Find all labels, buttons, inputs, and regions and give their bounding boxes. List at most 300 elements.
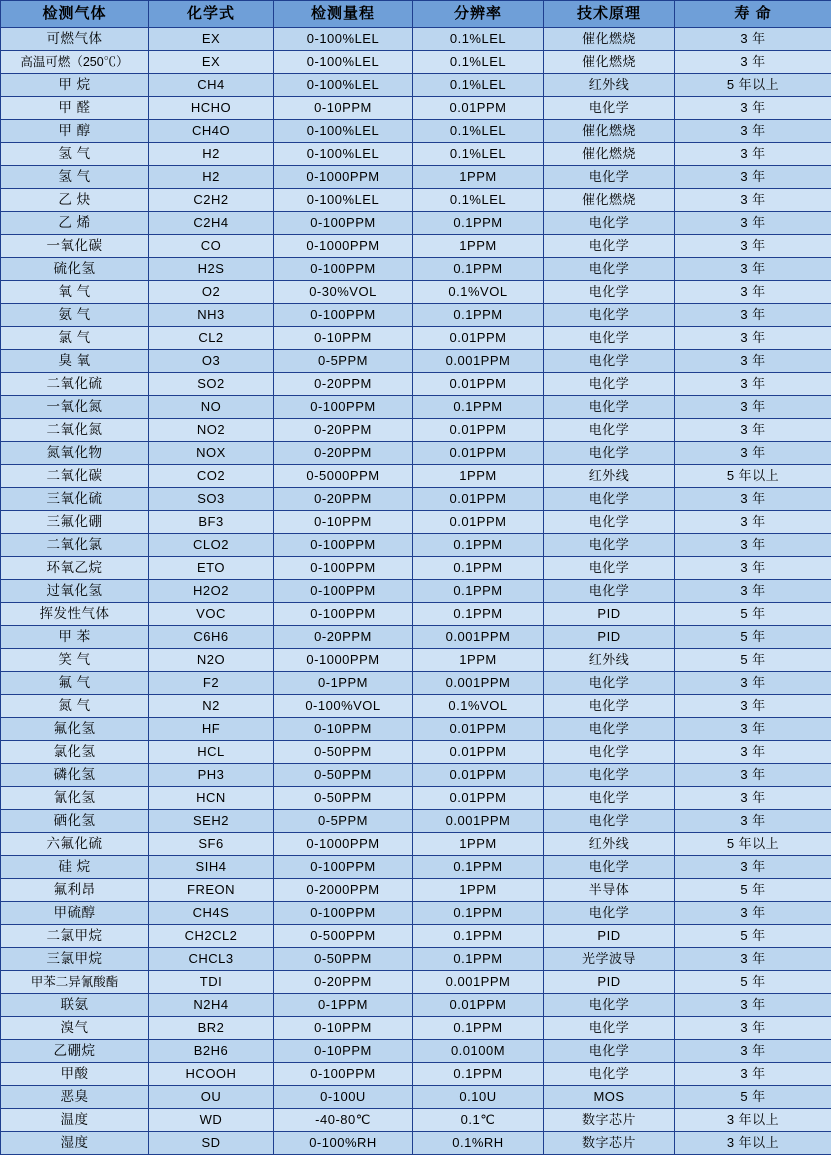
cell-lifetime: 3 年 xyxy=(675,810,831,833)
cell-range: 0-100PPM xyxy=(274,902,413,925)
cell-gas: 二氯甲烷 xyxy=(1,925,149,948)
cell-range: 0-500PPM xyxy=(274,925,413,948)
cell-formula: SO2 xyxy=(149,373,274,396)
cell-range: 0-20PPM xyxy=(274,971,413,994)
table-header-row xyxy=(1,1,831,28)
cell-range: 0-100PPM xyxy=(274,580,413,603)
cell-formula: SF6 xyxy=(149,833,274,856)
column-header-lifetime: 寿 命 xyxy=(675,1,831,28)
cell-gas: 二氧化硫 xyxy=(1,373,149,396)
cell-gas: 氢 气 xyxy=(1,143,149,166)
cell-resolution: 0.1PPM xyxy=(413,580,544,603)
table-row xyxy=(1,1017,831,1040)
cell-gas: 可燃气体 xyxy=(1,28,149,51)
cell-principle: 电化学 xyxy=(544,350,675,373)
cell-lifetime: 3 年 xyxy=(675,557,831,580)
cell-lifetime: 3 年 xyxy=(675,327,831,350)
cell-principle: 催化燃烧 xyxy=(544,51,675,74)
cell-formula: N2H4 xyxy=(149,994,274,1017)
cell-gas: 三氟化硼 xyxy=(1,511,149,534)
table-row xyxy=(1,902,831,925)
cell-gas: 硅 烷 xyxy=(1,856,149,879)
table-row xyxy=(1,1132,831,1155)
cell-principle: 电化学 xyxy=(544,488,675,511)
cell-gas: 甲 醇 xyxy=(1,120,149,143)
cell-range: 0-10PPM xyxy=(274,1040,413,1063)
cell-principle: 电化学 xyxy=(544,902,675,925)
cell-lifetime: 5 年 xyxy=(675,925,831,948)
cell-formula: EX xyxy=(149,28,274,51)
table-header xyxy=(1,1,831,28)
table-row xyxy=(1,741,831,764)
cell-principle: 催化燃烧 xyxy=(544,28,675,51)
table-row xyxy=(1,396,831,419)
cell-gas: 氮氧化物 xyxy=(1,442,149,465)
cell-formula: C6H6 xyxy=(149,626,274,649)
table-row xyxy=(1,442,831,465)
cell-range: 0-10PPM xyxy=(274,718,413,741)
cell-gas: 环氧乙烷 xyxy=(1,557,149,580)
cell-principle: 电化学 xyxy=(544,396,675,419)
table-row xyxy=(1,120,831,143)
cell-lifetime: 3 年 xyxy=(675,948,831,971)
cell-lifetime: 3 年 xyxy=(675,672,831,695)
cell-gas: 溴气 xyxy=(1,1017,149,1040)
cell-range: 0-100%LEL xyxy=(274,74,413,97)
cell-principle: 电化学 xyxy=(544,304,675,327)
table-row xyxy=(1,764,831,787)
cell-range: 0-100%LEL xyxy=(274,51,413,74)
cell-principle: 电化学 xyxy=(544,695,675,718)
cell-resolution: 0.1PPM xyxy=(413,534,544,557)
column-header-formula: 化学式 xyxy=(149,1,274,28)
cell-principle: 电化学 xyxy=(544,1040,675,1063)
table-row xyxy=(1,189,831,212)
cell-formula: NO xyxy=(149,396,274,419)
cell-gas: 硫化氢 xyxy=(1,258,149,281)
cell-formula: O3 xyxy=(149,350,274,373)
table-row xyxy=(1,1086,831,1109)
cell-resolution: 0.01PPM xyxy=(413,718,544,741)
cell-principle: MOS xyxy=(544,1086,675,1109)
table-row xyxy=(1,557,831,580)
cell-formula: HCN xyxy=(149,787,274,810)
cell-formula: CH4O xyxy=(149,120,274,143)
cell-gas: 硒化氢 xyxy=(1,810,149,833)
cell-lifetime: 3 年以上 xyxy=(675,1132,831,1155)
cell-formula: FREON xyxy=(149,879,274,902)
cell-formula: SO3 xyxy=(149,488,274,511)
cell-principle: 电化学 xyxy=(544,994,675,1017)
cell-range: 0-1000PPM xyxy=(274,649,413,672)
cell-principle: 电化学 xyxy=(544,419,675,442)
cell-lifetime: 3 年 xyxy=(675,212,831,235)
cell-lifetime: 3 年 xyxy=(675,350,831,373)
cell-resolution: 0.1PPM xyxy=(413,1017,544,1040)
cell-resolution: 0.01PPM xyxy=(413,764,544,787)
cell-range: 0-100PPM xyxy=(274,258,413,281)
cell-principle: 电化学 xyxy=(544,672,675,695)
cell-resolution: 1PPM xyxy=(413,879,544,902)
cell-resolution: 1PPM xyxy=(413,649,544,672)
cell-principle: 电化学 xyxy=(544,258,675,281)
cell-range: 0-30%VOL xyxy=(274,281,413,304)
cell-formula: CH2CL2 xyxy=(149,925,274,948)
cell-resolution: 0.1%LEL xyxy=(413,74,544,97)
cell-lifetime: 5 年以上 xyxy=(675,74,831,97)
table-row xyxy=(1,856,831,879)
cell-resolution: 0.1PPM xyxy=(413,258,544,281)
cell-resolution: 0.1%RH xyxy=(413,1132,544,1155)
cell-lifetime: 5 年 xyxy=(675,603,831,626)
column-header-gas: 检测气体 xyxy=(1,1,149,28)
cell-lifetime: 3 年 xyxy=(675,534,831,557)
cell-principle: 红外线 xyxy=(544,833,675,856)
cell-range: 0-100PPM xyxy=(274,396,413,419)
cell-lifetime: 3 年 xyxy=(675,189,831,212)
table-row xyxy=(1,534,831,557)
cell-range: 0-10PPM xyxy=(274,1017,413,1040)
cell-gas: 联氨 xyxy=(1,994,149,1017)
cell-lifetime: 5 年 xyxy=(675,879,831,902)
cell-range: 0-20PPM xyxy=(274,488,413,511)
cell-formula: H2 xyxy=(149,166,274,189)
cell-lifetime: 3 年 xyxy=(675,511,831,534)
cell-range: 0-100%LEL xyxy=(274,143,413,166)
cell-principle: 电化学 xyxy=(544,856,675,879)
cell-lifetime: 3 年 xyxy=(675,143,831,166)
cell-formula: CLO2 xyxy=(149,534,274,557)
cell-range: 0-100PPM xyxy=(274,856,413,879)
cell-gas: 氟 气 xyxy=(1,672,149,695)
cell-formula: HCHO xyxy=(149,97,274,120)
cell-formula: H2S xyxy=(149,258,274,281)
cell-range: 0-20PPM xyxy=(274,626,413,649)
cell-resolution: 0.1PPM xyxy=(413,212,544,235)
cell-principle: PID xyxy=(544,925,675,948)
cell-gas: 挥发性气体 xyxy=(1,603,149,626)
cell-formula: TDI xyxy=(149,971,274,994)
cell-range: 0-100PPM xyxy=(274,212,413,235)
table-row xyxy=(1,465,831,488)
cell-gas: 氢 气 xyxy=(1,166,149,189)
cell-lifetime: 3 年 xyxy=(675,304,831,327)
cell-resolution: 0.0100M xyxy=(413,1040,544,1063)
cell-lifetime: 5 年 xyxy=(675,649,831,672)
table-row xyxy=(1,1109,831,1132)
cell-gas: 甲酸 xyxy=(1,1063,149,1086)
table-body xyxy=(1,28,831,1155)
cell-principle: 半导体 xyxy=(544,879,675,902)
cell-formula: O2 xyxy=(149,281,274,304)
cell-gas: 磷化氢 xyxy=(1,764,149,787)
table-row xyxy=(1,304,831,327)
cell-formula: VOC xyxy=(149,603,274,626)
cell-lifetime: 3 年 xyxy=(675,488,831,511)
cell-principle: 催化燃烧 xyxy=(544,143,675,166)
cell-resolution: 0.1%LEL xyxy=(413,189,544,212)
cell-resolution: 0.1PPM xyxy=(413,1063,544,1086)
cell-lifetime: 3 年 xyxy=(675,902,831,925)
cell-lifetime: 3 年 xyxy=(675,442,831,465)
cell-resolution: 0.1%LEL xyxy=(413,143,544,166)
cell-formula: CH4 xyxy=(149,74,274,97)
cell-gas: 六氟化硫 xyxy=(1,833,149,856)
cell-gas: 氧 气 xyxy=(1,281,149,304)
cell-lifetime: 3 年 xyxy=(675,51,831,74)
cell-range: 0-100PPM xyxy=(274,603,413,626)
cell-principle: 电化学 xyxy=(544,764,675,787)
cell-lifetime: 3 年 xyxy=(675,28,831,51)
cell-gas: 乙 烯 xyxy=(1,212,149,235)
cell-principle: 催化燃烧 xyxy=(544,120,675,143)
cell-principle: 电化学 xyxy=(544,235,675,258)
cell-range: 0-50PPM xyxy=(274,948,413,971)
cell-principle: 电化学 xyxy=(544,327,675,350)
cell-resolution: 0.01PPM xyxy=(413,442,544,465)
column-header-range: 检测量程 xyxy=(274,1,413,28)
table-row xyxy=(1,373,831,396)
cell-formula: B2H6 xyxy=(149,1040,274,1063)
cell-range: 0-100PPM xyxy=(274,1063,413,1086)
cell-lifetime: 3 年 xyxy=(675,1017,831,1040)
cell-gas: 甲 烷 xyxy=(1,74,149,97)
cell-lifetime: 5 年 xyxy=(675,1086,831,1109)
cell-resolution: 0.001PPM xyxy=(413,971,544,994)
cell-formula: BR2 xyxy=(149,1017,274,1040)
cell-formula: CHCL3 xyxy=(149,948,274,971)
cell-resolution: 0.1PPM xyxy=(413,856,544,879)
cell-lifetime: 3 年 xyxy=(675,120,831,143)
cell-lifetime: 3 年 xyxy=(675,580,831,603)
cell-gas: 一氧化碳 xyxy=(1,235,149,258)
cell-gas: 氯化氢 xyxy=(1,741,149,764)
cell-resolution: 0.1%LEL xyxy=(413,28,544,51)
table-row xyxy=(1,580,831,603)
cell-lifetime: 3 年 xyxy=(675,235,831,258)
table-row xyxy=(1,649,831,672)
cell-resolution: 0.1%LEL xyxy=(413,120,544,143)
cell-formula: PH3 xyxy=(149,764,274,787)
cell-gas: 高温可燃（250℃） xyxy=(1,51,149,74)
cell-gas: 乙硼烷 xyxy=(1,1040,149,1063)
cell-formula: C2H4 xyxy=(149,212,274,235)
cell-formula: N2 xyxy=(149,695,274,718)
table-row xyxy=(1,51,831,74)
cell-principle: 电化学 xyxy=(544,787,675,810)
cell-lifetime: 3 年 xyxy=(675,718,831,741)
table-row xyxy=(1,810,831,833)
cell-formula: SD xyxy=(149,1132,274,1155)
cell-principle: 电化学 xyxy=(544,212,675,235)
column-header-resolution: 分辨率 xyxy=(413,1,544,28)
cell-resolution: 0.001PPM xyxy=(413,350,544,373)
table-row xyxy=(1,603,831,626)
cell-resolution: 0.01PPM xyxy=(413,787,544,810)
cell-principle: 红外线 xyxy=(544,74,675,97)
table-row xyxy=(1,235,831,258)
cell-lifetime: 3 年 xyxy=(675,787,831,810)
cell-formula: OU xyxy=(149,1086,274,1109)
cell-gas: 臭 氧 xyxy=(1,350,149,373)
cell-resolution: 0.10U xyxy=(413,1086,544,1109)
cell-range: 0-100PPM xyxy=(274,534,413,557)
cell-lifetime: 5 年以上 xyxy=(675,833,831,856)
table-row xyxy=(1,258,831,281)
table-row xyxy=(1,350,831,373)
table-row xyxy=(1,994,831,1017)
cell-gas: 氟利昂 xyxy=(1,879,149,902)
cell-range: 0-1PPM xyxy=(274,994,413,1017)
table-row xyxy=(1,28,831,51)
cell-formula: CL2 xyxy=(149,327,274,350)
table-row xyxy=(1,166,831,189)
cell-gas: 三氯甲烷 xyxy=(1,948,149,971)
cell-resolution: 1PPM xyxy=(413,833,544,856)
cell-gas: 二氧化碳 xyxy=(1,465,149,488)
cell-resolution: 0.01PPM xyxy=(413,741,544,764)
cell-gas: 甲苯二异氰酸酯 xyxy=(1,971,149,994)
table-row xyxy=(1,74,831,97)
cell-lifetime: 5 年 xyxy=(675,626,831,649)
cell-range: 0-50PPM xyxy=(274,741,413,764)
cell-range: 0-1000PPM xyxy=(274,235,413,258)
cell-gas: 氮 气 xyxy=(1,695,149,718)
cell-range: 0-5000PPM xyxy=(274,465,413,488)
table-row xyxy=(1,971,831,994)
cell-lifetime: 5 年以上 xyxy=(675,465,831,488)
table-row xyxy=(1,718,831,741)
cell-principle: 电化学 xyxy=(544,557,675,580)
cell-principle: PID xyxy=(544,626,675,649)
cell-range: -40-80℃ xyxy=(274,1109,413,1132)
cell-lifetime: 3 年 xyxy=(675,1040,831,1063)
cell-gas: 二氧化氯 xyxy=(1,534,149,557)
cell-lifetime: 3 年 xyxy=(675,373,831,396)
cell-range: 0-20PPM xyxy=(274,373,413,396)
cell-resolution: 0.01PPM xyxy=(413,327,544,350)
cell-principle: 电化学 xyxy=(544,281,675,304)
cell-resolution: 0.1PPM xyxy=(413,557,544,580)
cell-resolution: 0.1PPM xyxy=(413,925,544,948)
column-header-principle: 技术原理 xyxy=(544,1,675,28)
cell-range: 0-1000PPM xyxy=(274,833,413,856)
cell-gas: 乙 炔 xyxy=(1,189,149,212)
cell-resolution: 0.001PPM xyxy=(413,810,544,833)
cell-resolution: 0.01PPM xyxy=(413,511,544,534)
cell-formula: HCL xyxy=(149,741,274,764)
cell-principle: 电化学 xyxy=(544,1017,675,1040)
cell-range: 0-10PPM xyxy=(274,327,413,350)
cell-principle: 电化学 xyxy=(544,511,675,534)
cell-formula: BF3 xyxy=(149,511,274,534)
cell-lifetime: 3 年 xyxy=(675,166,831,189)
table-row xyxy=(1,143,831,166)
cell-resolution: 0.01PPM xyxy=(413,994,544,1017)
cell-formula: F2 xyxy=(149,672,274,695)
cell-range: 0-5PPM xyxy=(274,810,413,833)
cell-resolution: 0.1℃ xyxy=(413,1109,544,1132)
cell-range: 0-100PPM xyxy=(274,304,413,327)
cell-lifetime: 3 年 xyxy=(675,764,831,787)
cell-resolution: 0.01PPM xyxy=(413,488,544,511)
cell-resolution: 0.01PPM xyxy=(413,419,544,442)
cell-resolution: 0.001PPM xyxy=(413,626,544,649)
cell-lifetime: 3 年 xyxy=(675,419,831,442)
cell-gas: 三氧化硫 xyxy=(1,488,149,511)
table-row xyxy=(1,833,831,856)
cell-principle: 电化学 xyxy=(544,810,675,833)
table-row xyxy=(1,419,831,442)
cell-range: 0-2000PPM xyxy=(274,879,413,902)
table-row xyxy=(1,879,831,902)
table-row xyxy=(1,925,831,948)
cell-range: 0-5PPM xyxy=(274,350,413,373)
cell-principle: 催化燃烧 xyxy=(544,189,675,212)
cell-principle: 红外线 xyxy=(544,649,675,672)
cell-principle: 电化学 xyxy=(544,166,675,189)
table-row xyxy=(1,626,831,649)
table-row xyxy=(1,787,831,810)
cell-formula: N2O xyxy=(149,649,274,672)
cell-gas: 氟化氢 xyxy=(1,718,149,741)
cell-range: 0-20PPM xyxy=(274,419,413,442)
cell-gas: 一氧化氮 xyxy=(1,396,149,419)
cell-formula: CH4S xyxy=(149,902,274,925)
cell-principle: 电化学 xyxy=(544,741,675,764)
cell-lifetime: 3 年 xyxy=(675,281,831,304)
cell-lifetime: 3 年 xyxy=(675,695,831,718)
cell-resolution: 0.001PPM xyxy=(413,672,544,695)
cell-range: 0-100PPM xyxy=(274,557,413,580)
cell-gas: 甲 醛 xyxy=(1,97,149,120)
cell-formula: H2O2 xyxy=(149,580,274,603)
cell-resolution: 0.1%VOL xyxy=(413,695,544,718)
cell-principle: 电化学 xyxy=(544,534,675,557)
cell-gas: 恶臭 xyxy=(1,1086,149,1109)
table-row xyxy=(1,1063,831,1086)
cell-formula: SIH4 xyxy=(149,856,274,879)
cell-range: 0-50PPM xyxy=(274,764,413,787)
cell-range: 0-100%LEL xyxy=(274,120,413,143)
cell-formula: WD xyxy=(149,1109,274,1132)
cell-range: 0-10PPM xyxy=(274,511,413,534)
cell-lifetime: 3 年 xyxy=(675,1063,831,1086)
cell-resolution: 0.01PPM xyxy=(413,373,544,396)
table-row xyxy=(1,327,831,350)
table-row xyxy=(1,672,831,695)
cell-resolution: 1PPM xyxy=(413,465,544,488)
cell-resolution: 0.1PPM xyxy=(413,948,544,971)
cell-gas: 笑 气 xyxy=(1,649,149,672)
table-row xyxy=(1,1040,831,1063)
cell-resolution: 0.1PPM xyxy=(413,304,544,327)
cell-gas: 湿度 xyxy=(1,1132,149,1155)
cell-resolution: 1PPM xyxy=(413,166,544,189)
cell-resolution: 0.1PPM xyxy=(413,603,544,626)
cell-resolution: 1PPM xyxy=(413,235,544,258)
table-row xyxy=(1,212,831,235)
cell-lifetime: 3 年 xyxy=(675,258,831,281)
cell-range: 0-100%LEL xyxy=(274,28,413,51)
cell-formula: CO xyxy=(149,235,274,258)
cell-resolution: 0.1%LEL xyxy=(413,51,544,74)
cell-resolution: 0.1%VOL xyxy=(413,281,544,304)
cell-gas: 二氧化氮 xyxy=(1,419,149,442)
cell-lifetime: 3 年 xyxy=(675,97,831,120)
cell-principle: 数字芯片 xyxy=(544,1109,675,1132)
cell-formula: CO2 xyxy=(149,465,274,488)
